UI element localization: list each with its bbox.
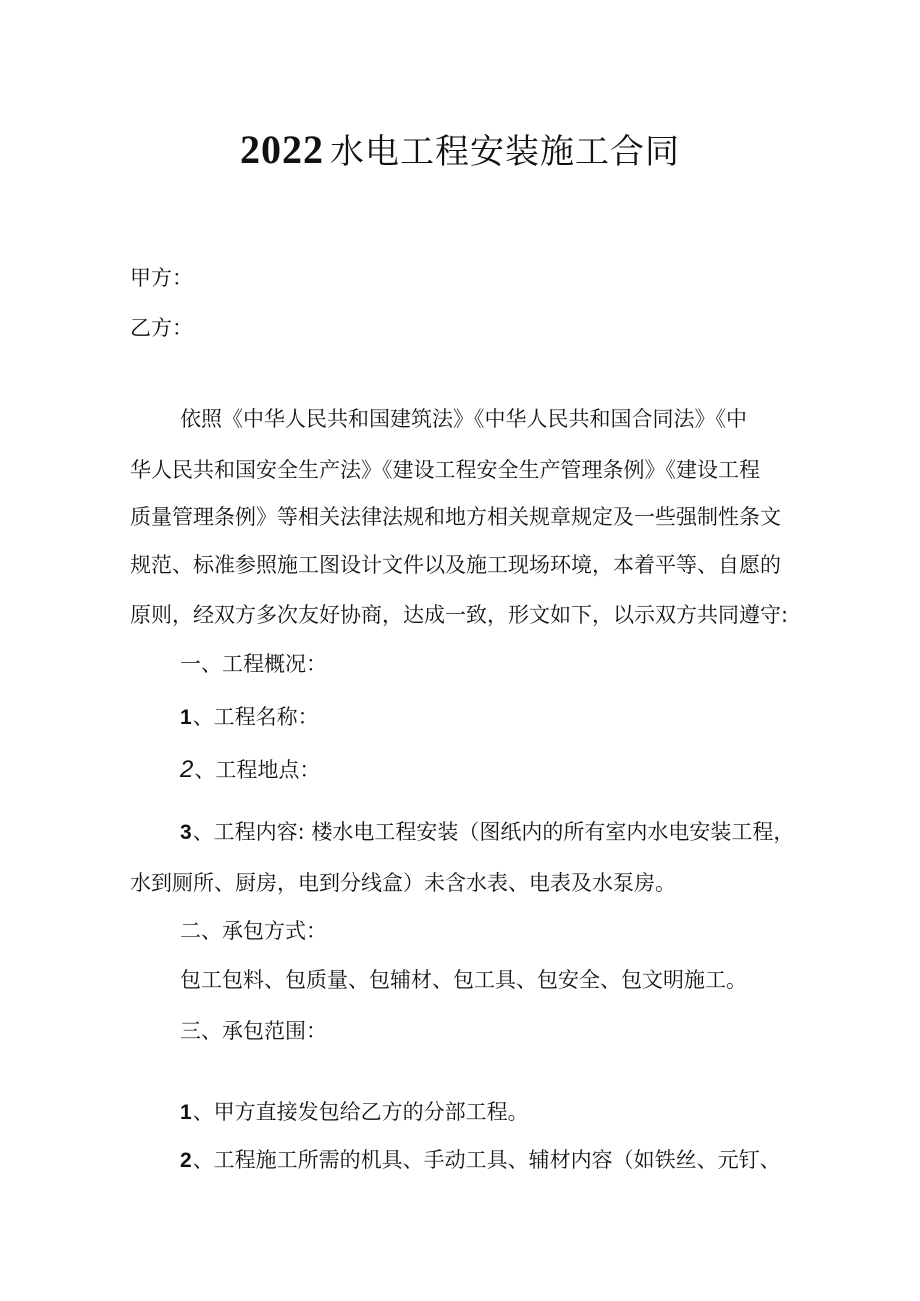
item-text: 、工程名称： [192,705,319,729]
section2-heading: 二、承包方式： [180,919,327,943]
item-number: 2 [180,1149,192,1172]
preamble-line: 原则，经双方多次友好协商，达成一致，形文如下，以示双方共同遵守: [130,603,789,627]
party-b-label: 乙方： [130,316,193,340]
title-year: 2022 [240,127,324,172]
item-number: 3 [180,821,192,844]
preamble-line: 质量管理条例》等相关法律法规和地方相关规章规定及一些强制性条文 [130,505,781,529]
section2-body: 包工包料、包质量、包辅材、包工具、包安全、包文明施工。 [180,968,747,992]
document-title [0,124,920,173]
item-number: 1 [180,1101,192,1124]
section3-item2 [180,1145,781,1176]
preamble-line: 华人民共和国安全生产法》《建设工程安全生产管理条例》《建设工程 [130,458,760,482]
section1-heading: 一、工程概况： [180,652,327,676]
item-text: 、工程施工所需的机具、手动工具、辅材内容（如铁丝、元钉、 [192,1148,781,1172]
section3-heading: 三、承包范围： [180,1019,327,1043]
item-number: 1 [180,706,192,729]
item-text: 、工程地点： [194,758,321,782]
item-text: 、工程内容: 楼水电工程安装（图纸内的所有室内水电安装工程， [192,820,795,844]
preamble-line: 规范、标准参照施工图设计文件以及施工现场环境，本着平等、自愿的 [130,553,781,577]
item-text: 、甲方直接发包给乙方的分部工程。 [192,1100,529,1124]
section1-item2 [180,755,320,785]
section1-item3 [180,817,794,848]
party-a-label: 甲方： [130,266,193,290]
section3-item1 [180,1097,529,1128]
preamble-line: 依照《中华人民共和国建筑法》《中华人民共和国合同法》《中 [180,407,747,431]
title-text: 水电工程安装施工合同 [330,132,680,172]
section1-item1 [180,702,319,733]
section1-item3-continuation: 水到厕所、厨房，电到分线盒）未含水表、电表及水泵房。 [130,871,676,895]
item-number: 2 [180,756,194,783]
